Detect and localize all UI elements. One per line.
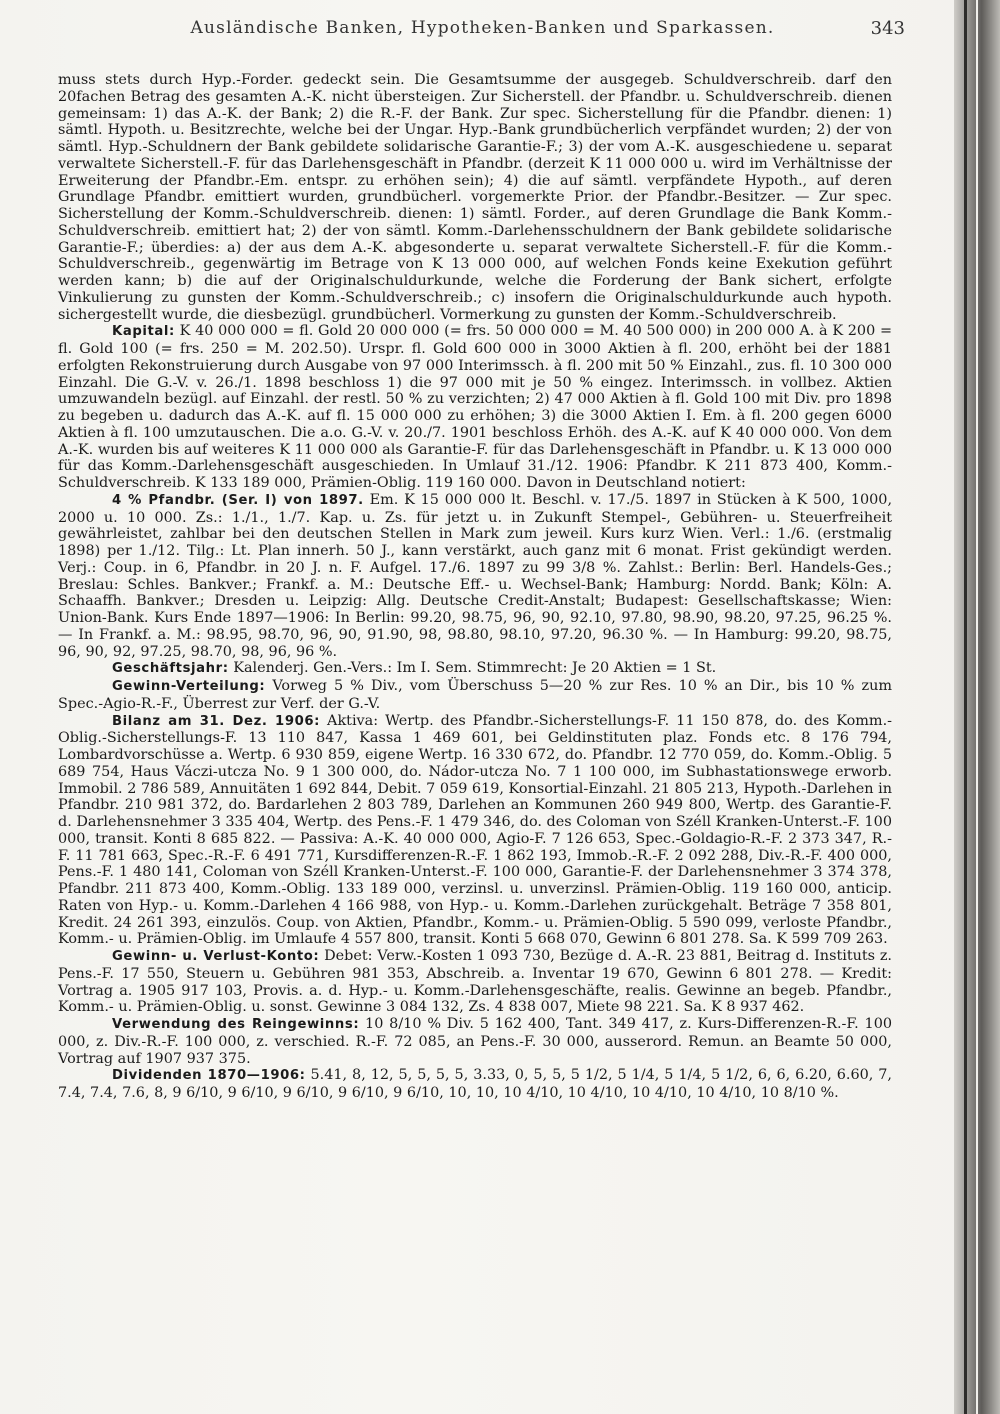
paragraph-dividenden: Dividenden 1870—1906: 5.41, 8, 12, 5, 5, 5, 5, 3.33, 0, 5, 5, 5 1/2, 5 1/4, 5 1/4, 5 1/2, 6, 6, 6.20, 6.60, 7, 7.4, 7.4, 7.6, 8, 9 6/10, 9 6/10, 9 6/10, 9 6/10, 9 6/10, 10, 10, 10 4/10, 10 4/10, 10 4/10, 10 4/10, 10 8/10 %. (58, 1067, 893, 1101)
section-heading: Gewinn-Verteilung: (112, 679, 266, 694)
paragraph-gewinn-verlust: Gewinn- u. Verlust-Konto: Debet: Verw.-Kosten 1 093 730, Bezüge d. A.-R. 23 881, Beitrag d. Instituts z. Pens.-F. 17 550, Steuern u. Gebühren 981 353, Abschreib. a. Inventar 19 670, Gewinn 6 801 278. — Kredit: Vortrag a. 1905 917 103, Provis. a. d. Hyp.- u. Komm.-Darlehensgeschäfte, realis. Gewinne an begeb. Pfandbr., Komm.- u. Prämien-Oblig. u. sonst. Gewinne 3 084 132, Zs. 4 838 007, Miete 98 221. Sa. K 8 937 462. (58, 948, 893, 1016)
section-heading: Geschäftsjahr: (112, 661, 229, 677)
section-heading: Bilanz am 31. Dez. 1906: (112, 713, 321, 729)
page-number: 343 (870, 18, 905, 39)
paragraph-bilanz: Bilanz am 31. Dez. 1906: Aktiva: Wertp. des Pfandbr.-Sicherstellungs-F. 11 150 878, do. des Komm.-Oblig.-Sicherstellungs-F. 13 110 847, Kassa 1 469 601, bei Geldinstituten plaz. Fonds etc. 8 176 794, Lombardvorschüsse a. Wertp. 6 930 859, eigene Wertp. 16 330 672, do. Pfandbr. 12 770 059, do. Komm.-Oblig. 5 689 754, Haus Váczi-utcza No. 9 1 300 000, do. Nádor-utcza No. 7 1 100 000, im Subhastationswege erworb. Immobil. 2 786 589, Annuitäten 1 692 844, Debit. 7 059 619, Konsortial-Einzahl. 21 805 213, Hypoth.-Darlehen in Pfandbr. 210 981 372, do. Bardarlehen 2 803 789, Darlehen an Kommunen 260 949 800, Wertp. des Garantie-F. d. Darlehensnehmer 3 335 404, Wertp. des Pens.-F. 1 479 346, do. des Coloman von Széll Kranken-Unterst.-F. 100 000, transit. Konti 8 685 822. — Passiva: A.-K. 40 000 000, Agio-F. 7 126 653, Spec.-Goldagio-R.-F. 2 373 347, R.-F. 11 781 663, Spec.-R.-F. 6 491 771, Kursdifferenzen-R.-F. 1 862 193, Immob.-R.-F. 2 092 288, Div.-R.-F. 400 000, Pens.-F. 1 480 141, Coloman von Széll Kranken-Unterst.-F. 100 000, Garantie-F. der Darlehensnehmer 3 374 378, Pfandbr. 211 873 400, Komm.-Oblig. 133 189 000, verzinsl. u. unverzinsl. Prämien-Oblig. 119 160 000, anticip. Raten von Hyp.- u. Komm.-Darlehen 4 166 988, von Hyp.- u. Komm.-Darlehen zurückgehalt. Beträge 7 358 801, Kredit. 24 261 393, einzulös. Coup. von Aktien, Pfandbr., Komm.- u. Prämien-Oblig. 5 590 099, verloste Pfandbr., Komm.- u. Prämien-Oblig. im Umlaufe 4 557 800, transit. Konti 5 668 070, Gewinn 6 801 278. Sa. K 599 709 263. (58, 712, 893, 948)
paragraph-kapital: Kapital: K 40 000 000 = fl. Gold 20 000 000 (= frs. 50 000 000 = M. 40 500 000) in 200 000 A. à K 200 = fl. Gold 100 (= frs. 250 = M. 202.50). Urspr. fl. Gold 600 000 in 3000 Aktien à fl. 200, erhöht bei der 1881 erfolgten Rekonstruierung durch Ausgabe von 97 000 Interimssch. à fl. 200 mit 50 % Einzahl., zus. fl. 10 300 000 Einzahl. Die G.-V. v. 26./1. 1898 beschloss 1) die 97 000 mit je 50 % eingez. Interimssch. in vollbez. Aktien umzuwandeln bezügl. auf Einzahl. der restl. 50 % zu verzichten; 2) 47 000 Aktien à fl. Gold 100 mit Div. pro 1898 zu begeben u. dadurch das A.-K. auf fl. 15 000 000 zu erhöhen; 3) die 3000 Aktien I. Em. à fl. 200 gegen 6000 Aktien à fl. 100 umzutauschen. Die a.o. G.-V. v. 20./7. 1901 beschloss Erhöh. des A.-K. auf K 40 000 000. Von dem A.-K. wurden bis auf weiteres K 11 000 000 als Garantie-F. für das Darlehensgeschäft in Pfandbr. u. K 13 000 000 für das Komm.-Darlehensgeschäft ausgeschieden. In Umlauf 31./12. 1906: Pfandbr. K 211 873 400, Komm.-Schuldverschreib. K 133 189 000, Prämien-Oblig. 119 160 000. Davon in Deutschland notiert: (58, 323, 892, 491)
body-text (58, 72, 892, 1402)
paragraph-intro: muss stets durch Hyp.-Forder. gedeckt sein. Die Gesamtsumme der ausgegeb. Schuldverschreib. darf den 20fachen Betrag des gesamten A.-K. nicht übersteigen. Zur Sicherstell. der Pfandbr. u. Schuldverschreib. dienen gemeinsam: 1) das A.-K. der Bank; 2) die R.-F. der Bank. Zur spec. Sicherstellung für die Pfandbr. dienen: 1) sämtl. Hypoth. u. Besitzrechte, welche bei der Ungar. Hyp.-Bank grundbücherlich verpfändet wurden; 2) der von sämtl. Hyp.-Schuldnern der Bank gebildete solidarische Garantie-F.; 3) der vom A.-K. ausgeschiedene u. separat verwaltete Sicherstell.-F. für das Darlehensgeschäft in Pfandbr. (derzeit K 11 000 000 u. wird im Verhältnisse der Erweiterung der Pfandbr.-Em. entspr. zu erhöhen sein); 4) die auf sämtl. verpfändete Hypoth., auf deren Grundlage Pfandbr. emittiert wurden, grundbücherl. vorgemerkte Prior. der Pfandbr.-Besitzer. — Zur spec. Sicherstellung der Komm.-Schuldverschreib. dienen: 1) sämtl. Forder., auf deren Grundlage die Bank Komm.-Schuldverschreib. emittiert hat; 2) der von sämtl. Komm.-Darlehensschuldnern der Bank gebildete solidarische Garantie-F.; überdies: a) der aus dem A.-K. abgesonderte u. separat verwaltete Sicherstell.-F. für die Komm.-Schuldverschreib., gegenwärtig im Betrage von K 13 000 000, auf welchen Fonds keine Exekution geführt werden kann; b) die auf der Originalschuldurkunde, welche die Forderung der Bank sichert, erfolgte Vinkulierung zu gunsten der Komm.-Schuldverschreib.; c) insofern die Originalschuldurkunde auch hypoth. sichergestellt wurde, die diesbezügl. grundbücherl. Vormerkung zu gunsten der Komm.-Schuldverschreib. (58, 72, 892, 323)
running-header (60, 18, 905, 44)
section-heading: Gewinn- u. Verlust-Konto: (112, 949, 320, 964)
paragraph-pfandbriefe: 4 % Pfandbr. (Ser. I) von 1897. Em. K 15 000 000 lt. Beschl. v. 17./5. 1897 in Stücken à K 500, 1000, 2000 u. 10 000. Zs.: 1./1., 1./7. Kap. u. Zs. für jetzt u. in Zukunft Stempel-, Gebühren- u. Steuerfreiheit gewährleistet, zahlbar bei den deutschen Stellen in Mark zum jeweil. Kurs kurz Wien. Verl.: 1./6. (erstmalig 1898) per 1./12. Tilg.: Lt. Plan innerh. 50 J., kann verstärkt, auch ganz mit 6 monat. Frist gekündigt werden. Verj.: Coup. in 6, Pfandbr. in 20 J. n. F. Aufgel. 17./6. 1897 zu 99 3/8 %. Zahlst.: Berlin: Berl. Handels-Ges.; Breslau: Schles. Bankver.; Frankf. a. M.: Deutsche Eff.- u. Wechsel-Bank; Hamburg: Nordd. Bank; Köln: A. Schaaffh. Bankver.; Dresden u. Leipzig: Allg. Deutsche Credit-Anstalt; Budapest: Gesellschaftskasse; Wien: Union-Bank. Kurs Ende 1897—1906: In Berlin: 99.20, 98.75, 96, 90, 92.10, 97.80, 98.90, 98.20, 97.25, 96.25 %. — In Frankf. a. M.: 98.95, 98.70, 96, 90, 91.90, 98, 98.80, 98.10, 97.20, 96.30 %. — In Hamburg: 99.20, 98.75, 96, 90, 92, 97.25, 98.70, 98, 96, 96 %. (58, 491, 893, 660)
section-heading: 4 % Pfandbr. (Ser. I) von 1897. (112, 492, 364, 508)
book-spine-edge (954, 0, 1000, 1414)
paragraph-geschaeftsjahr: Geschäftsjahr: Kalenderj. Gen.-Vers.: Im I. Sem. Stimmrecht: Je 20 Aktien = 1 St. (112, 660, 717, 677)
paragraph-verwendung: Verwendung des Reingewinns: 10 8/10 % Div. 5 162 400, Tant. 349 417, z. Kurs-Differenzen-R.-F. 100 000, z. Div.-R.-F. 100 000, z. verschied. R.-F. 72 085, an Pens.-F. 30 000, ausserord. Remun. an Beamte 50 000, Vortrag auf 1907 937 375. (58, 1016, 892, 1067)
section-heading: Verwendung des Reingewinns: (112, 1017, 360, 1032)
paragraph-gewinn-verteilung: Gewinn-Verteilung: Vorweg 5 % Div., vom Überschuss 5—20 % zur Res. 10 % an Dir., bis 10 % zum Spec.-Agio-R.-F., Überrest zur Verf. der G.-V. (58, 678, 893, 712)
section-heading: Dividenden 1870—1906: (112, 1068, 306, 1084)
section-heading: Kapital: (112, 324, 175, 340)
running-title: Ausländische Banken, Hypotheken-Banken und Sparkassen. (190, 18, 775, 38)
